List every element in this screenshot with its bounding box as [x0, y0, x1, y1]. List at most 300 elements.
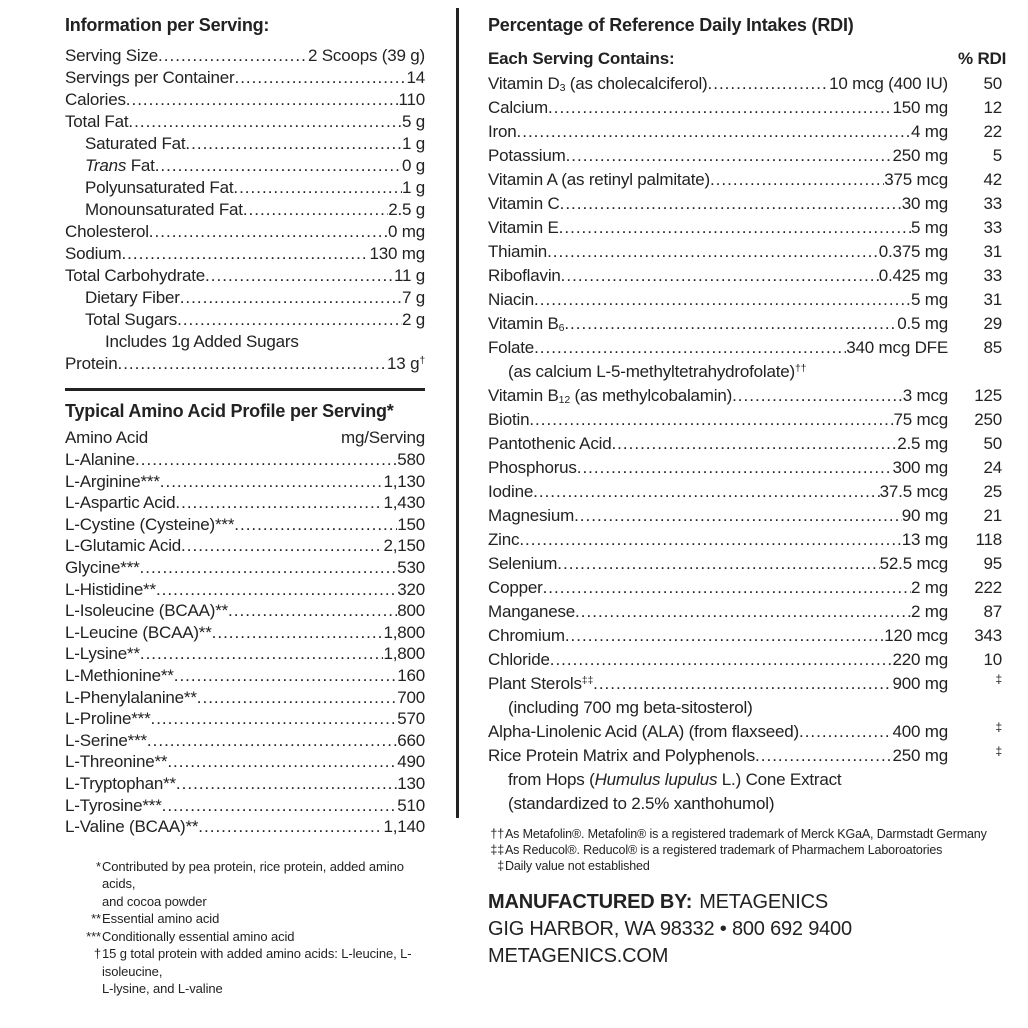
amino-col-value: mg/Serving	[341, 428, 425, 447]
footnote-marker: ***	[86, 928, 101, 944]
footnote-line	[75, 910, 425, 928]
subscript-text: 3	[559, 81, 566, 94]
label-text: Humulus lupulus	[594, 770, 718, 789]
table-row	[65, 687, 425, 709]
label-text: Protein	[65, 354, 118, 373]
dot-leader	[212, 622, 384, 644]
row-rdi-value: 343	[974, 626, 1002, 645]
table-row	[488, 480, 1002, 504]
row-label	[508, 696, 753, 720]
dot-leader	[561, 264, 879, 288]
dot-leader	[543, 576, 911, 600]
dot-leader	[126, 89, 399, 111]
footnote-line	[488, 826, 1026, 842]
dot-leader	[197, 687, 397, 709]
table-row	[488, 432, 1002, 456]
dot-leader	[519, 528, 901, 552]
table-row	[65, 199, 425, 221]
row-label	[65, 557, 140, 579]
label-text: Total Carbohydrate	[65, 266, 206, 285]
row-value: 160	[397, 665, 425, 685]
table-row	[65, 221, 425, 243]
row-rdi-value: 250	[974, 410, 1002, 429]
row-label	[65, 265, 205, 287]
row-label	[65, 816, 198, 838]
label-text: Vitamin E	[488, 218, 559, 237]
row-label	[65, 45, 158, 67]
row-rdi-value: 22	[983, 122, 1002, 141]
row-value: 1 g	[401, 178, 425, 197]
row-value: 530	[397, 557, 425, 577]
dot-leader	[162, 795, 398, 817]
table-row	[65, 773, 425, 795]
label-text: L-Tyrosine***	[65, 795, 162, 815]
dot-leader	[155, 155, 402, 177]
label-text: Trans	[85, 156, 127, 175]
row-value: 1,430	[383, 493, 425, 513]
table-row	[65, 353, 425, 375]
footnote-text: L-lysine, and L-valine	[102, 981, 223, 997]
table-row	[488, 576, 1002, 600]
label-text: L-Threonine**	[65, 752, 168, 772]
label-text: Glycine***	[65, 557, 140, 577]
dot-leader	[575, 600, 911, 624]
row-label	[488, 480, 533, 504]
row-label	[65, 535, 181, 557]
row-value: 5 g	[401, 112, 425, 131]
row-value: 1,140	[383, 817, 425, 837]
row-label	[488, 144, 566, 168]
row-value: 250 mg	[892, 146, 948, 165]
manufacturer-block	[488, 889, 1002, 970]
label-text: L-Isoleucine (BCAA)**	[65, 601, 229, 621]
label-text: Vitamin A (as retinyl palmitate)	[488, 170, 710, 189]
subscript-text: 6	[558, 321, 565, 334]
row-value: 52.5 mcg	[879, 554, 948, 573]
label-text: Dietary Fiber	[85, 288, 180, 307]
row-label	[488, 456, 577, 480]
row-label	[85, 177, 233, 199]
row-label	[85, 287, 180, 309]
label-text: L-Phenylalanine**	[65, 687, 197, 707]
dot-leader	[185, 133, 402, 155]
row-value: 5 mg	[911, 290, 948, 309]
table-row	[488, 696, 1002, 720]
row-value: 340 mcg DFE	[846, 338, 948, 357]
footnote-line	[488, 858, 1026, 874]
footnote-line	[75, 893, 425, 911]
dot-leader	[593, 672, 892, 696]
dot-leader	[156, 579, 397, 601]
row-label	[65, 708, 150, 730]
table-row	[65, 331, 425, 353]
row-label	[488, 432, 611, 456]
daily-value-not-established-marker: ‡	[995, 720, 1002, 734]
label-text: Iron	[488, 122, 517, 141]
table-row	[488, 120, 1002, 144]
row-value: 2 Scoops (39 g)	[307, 46, 425, 65]
footnote-marker	[75, 980, 101, 998]
footnote-marker: **	[91, 911, 101, 927]
table-row	[488, 144, 1002, 168]
serving-contains-header-row	[488, 47, 1007, 71]
dot-leader	[233, 177, 402, 199]
table-row	[65, 177, 425, 199]
footnote-text: and cocoa powder	[102, 893, 207, 909]
row-value: 660	[397, 730, 425, 750]
table-row	[65, 579, 425, 601]
label-text: L-Methionine**	[65, 665, 174, 685]
row-label	[65, 600, 228, 622]
label-text: L-Lysine**	[65, 644, 140, 664]
label-text: Manganese	[488, 602, 576, 621]
row-value: 5 mg	[911, 218, 948, 237]
row-rdi-value: 21	[983, 506, 1002, 525]
table-row	[65, 600, 425, 622]
label-text: Total Fat	[65, 112, 129, 131]
row-label	[488, 240, 547, 264]
footnote-text: Conditionally essential amino acid	[102, 928, 295, 944]
row-value: 150 mg	[892, 98, 948, 117]
table-row	[488, 360, 1002, 384]
table-row	[488, 768, 1002, 792]
label-text: Pantothenic Acid	[488, 434, 612, 453]
row-value: 1,130	[383, 471, 425, 491]
dot-leader	[198, 816, 383, 838]
row-label	[65, 353, 117, 375]
row-label	[488, 408, 529, 432]
footnote-text: Contributed by pea protein, rice protein, added amino acids,	[102, 858, 404, 892]
table-row	[488, 384, 1002, 408]
footnote-text: As Reducol®. Reducol® is a registered trademark of Pharmachem Laboroatories	[505, 843, 943, 857]
label-text: Riboflavin	[488, 266, 561, 285]
row-value: 2.5 mg	[897, 434, 948, 453]
table-row	[488, 600, 1002, 624]
row-label	[488, 672, 593, 696]
label-text: Calcium	[488, 98, 549, 117]
label-text: (as cholecalciferol)	[565, 74, 708, 93]
row-value: 75 mcg	[893, 410, 948, 429]
row-rdi-value: 95	[983, 554, 1002, 573]
table-row	[65, 643, 425, 665]
amino-acid-profile-header: Typical Amino Acid Profile per Serving*	[65, 401, 394, 421]
table-row	[488, 264, 1002, 288]
nutrition-facts-table	[65, 45, 425, 375]
table-row	[65, 514, 425, 536]
row-value: 300 mg	[892, 458, 948, 477]
dot-leader	[147, 730, 397, 752]
dot-leader	[557, 552, 879, 576]
row-rdi-value: 33	[983, 194, 1002, 213]
table-row	[65, 287, 425, 309]
row-rdi-value: 10	[983, 650, 1002, 669]
dot-leader	[548, 96, 892, 120]
row-value: 4 mg	[911, 122, 948, 141]
footnote-marker: ‡	[497, 859, 504, 873]
footnote-line	[488, 842, 1026, 858]
dot-leader	[181, 535, 383, 557]
dot-leader	[167, 751, 397, 773]
row-label	[65, 492, 175, 514]
table-row	[488, 216, 1002, 240]
table-row	[488, 456, 1002, 480]
superscript-marker: †	[419, 354, 425, 367]
row-rdi-value: 50	[983, 74, 1002, 93]
footnote-text: Daily value not established	[505, 859, 650, 873]
row-label	[488, 72, 708, 96]
table-row	[65, 492, 425, 514]
table-row	[488, 312, 1002, 336]
table-row	[65, 449, 425, 471]
row-value: 130 mg	[369, 244, 425, 263]
table-row	[488, 792, 1002, 816]
rdi-table	[488, 72, 1002, 816]
row-value: 0.5 mg	[897, 314, 948, 333]
row-rdi-value: 29	[983, 314, 1002, 333]
footnote-line	[75, 945, 425, 980]
row-label	[508, 360, 806, 384]
row-value: 375 mcg	[884, 170, 948, 189]
row-label	[65, 665, 174, 687]
row-rdi-value: 24	[983, 458, 1002, 477]
row-value: 580	[397, 450, 425, 469]
label-text: Includes 1g Added Sugars	[105, 332, 299, 351]
manufactured-by-label: MANUFACTURED BY:	[488, 891, 693, 913]
footnote-text: 15 g total protein with added amino acids: L-leucine, L-isoleucine,	[102, 946, 412, 979]
label-text: Alpha-Linolenic Acid (ALA) (from flaxseed)	[488, 722, 799, 741]
footnote-line	[75, 858, 425, 893]
row-rdi-value: 31	[983, 242, 1002, 261]
column-divider-rule	[456, 8, 459, 818]
label-text: Monounsaturated Fat	[85, 200, 243, 219]
row-value: 320	[397, 579, 425, 599]
label-text: L-Leucine (BCAA)**	[65, 622, 212, 642]
row-rdi-value	[958, 744, 1002, 768]
table-row	[488, 336, 1002, 360]
label-text: Biotin	[488, 410, 530, 429]
dot-leader	[234, 514, 397, 536]
row-label	[488, 384, 732, 408]
row-label	[488, 576, 543, 600]
dot-leader	[128, 111, 402, 133]
label-text: (as methylcobalamin)	[569, 386, 733, 405]
table-row	[65, 795, 425, 817]
dot-leader	[577, 456, 893, 480]
row-label	[488, 312, 564, 336]
manufacturer-website: METAGENICS.COM	[488, 945, 669, 967]
row-label	[488, 216, 559, 240]
row-label	[105, 331, 299, 353]
dot-leader	[755, 744, 892, 768]
row-value: 120 mcg	[884, 626, 948, 645]
row-label	[65, 514, 234, 536]
footnote-marker: ††	[490, 827, 504, 841]
each-serving-contains-label: Each Serving Contains:	[488, 49, 675, 68]
label-text: Zinc	[488, 530, 520, 549]
row-label	[488, 192, 560, 216]
label-text: (including 700 mg beta-sitosterol)	[508, 698, 753, 717]
row-label	[65, 221, 149, 243]
label-text: Rice Protein Matrix and Polyphenols	[488, 746, 756, 765]
footnote-line	[75, 928, 425, 946]
label-text: Saturated Fat	[85, 134, 186, 153]
label-text: L-Proline***	[65, 709, 151, 729]
dot-leader	[228, 600, 397, 622]
dot-leader	[158, 45, 308, 67]
manufacturer-address: GIG HARBOR, WA 98332 • 800 692 9400	[488, 918, 852, 940]
footnote-line	[75, 980, 425, 998]
row-label	[488, 600, 575, 624]
row-label	[85, 155, 155, 177]
table-row	[488, 744, 1002, 768]
table-row	[65, 751, 425, 773]
row-value: 14	[406, 68, 425, 87]
row-label	[488, 168, 710, 192]
row-rdi-value: 87	[983, 602, 1002, 621]
label-text: (as calcium L-5-methyltetrahydrofolate)	[508, 362, 795, 381]
row-value: 3 mcg	[902, 386, 948, 405]
row-rdi-value: 5	[992, 146, 1002, 165]
table-row	[65, 89, 425, 111]
dot-leader	[708, 72, 830, 96]
row-value: 13 g†	[387, 354, 425, 373]
label-text: L-Serine***	[65, 730, 147, 750]
table-row	[65, 155, 425, 177]
row-value: 110	[398, 90, 425, 109]
label-text: Cholesterol	[65, 222, 149, 241]
table-row	[65, 45, 425, 67]
label-text: L-Valine (BCAA)**	[65, 817, 199, 837]
table-row	[65, 557, 425, 579]
row-label	[85, 199, 243, 221]
label-text: L-Histidine**	[65, 579, 156, 599]
superscript-marker: ††	[794, 362, 807, 375]
row-label	[65, 449, 135, 471]
dot-leader	[564, 312, 897, 336]
table-row	[488, 624, 1002, 648]
row-label	[488, 744, 755, 768]
row-value: 0 g	[401, 156, 425, 175]
table-row	[65, 243, 425, 265]
label-text: Iodine	[488, 482, 534, 501]
row-label	[65, 67, 234, 89]
row-value: 2 mg	[911, 578, 948, 597]
dot-leader	[611, 432, 897, 456]
footnote-marker	[75, 893, 101, 911]
table-row	[65, 816, 425, 838]
table-row	[488, 192, 1002, 216]
table-row	[65, 471, 425, 493]
dot-leader	[135, 449, 397, 471]
row-value: 0 mg	[388, 222, 425, 241]
row-value: 10 mcg (400 IU)	[829, 74, 948, 93]
row-value: 900 mg	[892, 674, 948, 693]
label-text: Sodium	[65, 244, 122, 263]
row-rdi-value: 33	[983, 218, 1002, 237]
daily-value-not-established-marker: ‡	[995, 744, 1002, 758]
row-label	[508, 768, 841, 792]
row-value: 2,150	[383, 536, 425, 556]
amino-col-label: Amino Acid	[65, 428, 149, 447]
row-rdi-value: 25	[983, 482, 1002, 501]
row-rdi-value: 42	[983, 170, 1002, 189]
row-value: 250 mg	[892, 746, 948, 765]
amino-acid-table	[65, 449, 425, 838]
row-value: 2.5 g	[388, 200, 425, 219]
table-row	[488, 408, 1002, 432]
dot-leader	[534, 336, 846, 360]
footnote-marker: †	[93, 946, 101, 962]
label-text: Serving Size	[65, 46, 159, 65]
row-label	[488, 720, 799, 744]
row-rdi-value: 222	[974, 578, 1002, 597]
row-rdi-value	[958, 672, 1002, 696]
dot-leader	[176, 773, 397, 795]
label-text: L.) Cone Extract	[717, 770, 842, 789]
table-row	[488, 552, 1002, 576]
amino-column-header-row	[65, 427, 425, 449]
table-row	[488, 72, 1002, 96]
row-label	[65, 795, 162, 817]
dot-leader	[205, 265, 394, 287]
label-text: Total Sugars	[85, 310, 178, 329]
row-value: 37.5 mcg	[879, 482, 948, 501]
label-text: L-Alanine	[65, 450, 136, 469]
row-label	[65, 622, 212, 644]
right-footnotes	[488, 826, 1026, 874]
row-rdi-value	[958, 720, 1002, 744]
table-row	[488, 648, 1002, 672]
row-label	[488, 528, 519, 552]
dot-leader	[559, 216, 911, 240]
table-row	[65, 67, 425, 89]
footnote-text: Essential amino acid	[102, 911, 220, 927]
row-rdi-value: 118	[975, 530, 1002, 549]
table-row	[65, 535, 425, 557]
manufacturer-line	[488, 889, 1002, 916]
dot-leader	[160, 471, 384, 493]
dot-leader	[175, 492, 383, 514]
row-label	[488, 336, 534, 360]
row-value: 1,800	[383, 644, 425, 664]
info-per-serving-header: Information per Serving:	[65, 15, 270, 35]
row-value: 2 mg	[911, 602, 948, 621]
row-label	[65, 471, 160, 493]
table-row	[488, 720, 1002, 744]
table-row	[488, 240, 1002, 264]
label-text: L-Glutamic Acid	[65, 536, 182, 556]
label-text: Niacin	[488, 290, 535, 309]
row-rdi-value: 31	[983, 290, 1002, 309]
row-value: 90 mg	[901, 506, 948, 525]
row-value: 700	[397, 687, 425, 707]
dot-leader	[534, 288, 911, 312]
table-row	[65, 133, 425, 155]
dot-leader	[180, 287, 402, 309]
table-row	[65, 665, 425, 687]
row-label	[488, 552, 557, 576]
row-value: 400 mg	[892, 722, 948, 741]
row-label	[65, 243, 121, 265]
rdi-header: Percentage of Reference Daily Intakes (RDI)	[488, 15, 854, 35]
left-column	[65, 14, 425, 998]
row-value: 800	[397, 601, 425, 621]
dot-leader	[566, 144, 893, 168]
row-rdi-value: 85	[983, 338, 1002, 357]
row-value: 2 g	[401, 310, 425, 329]
row-value: 150	[397, 514, 425, 534]
table-row	[65, 730, 425, 752]
